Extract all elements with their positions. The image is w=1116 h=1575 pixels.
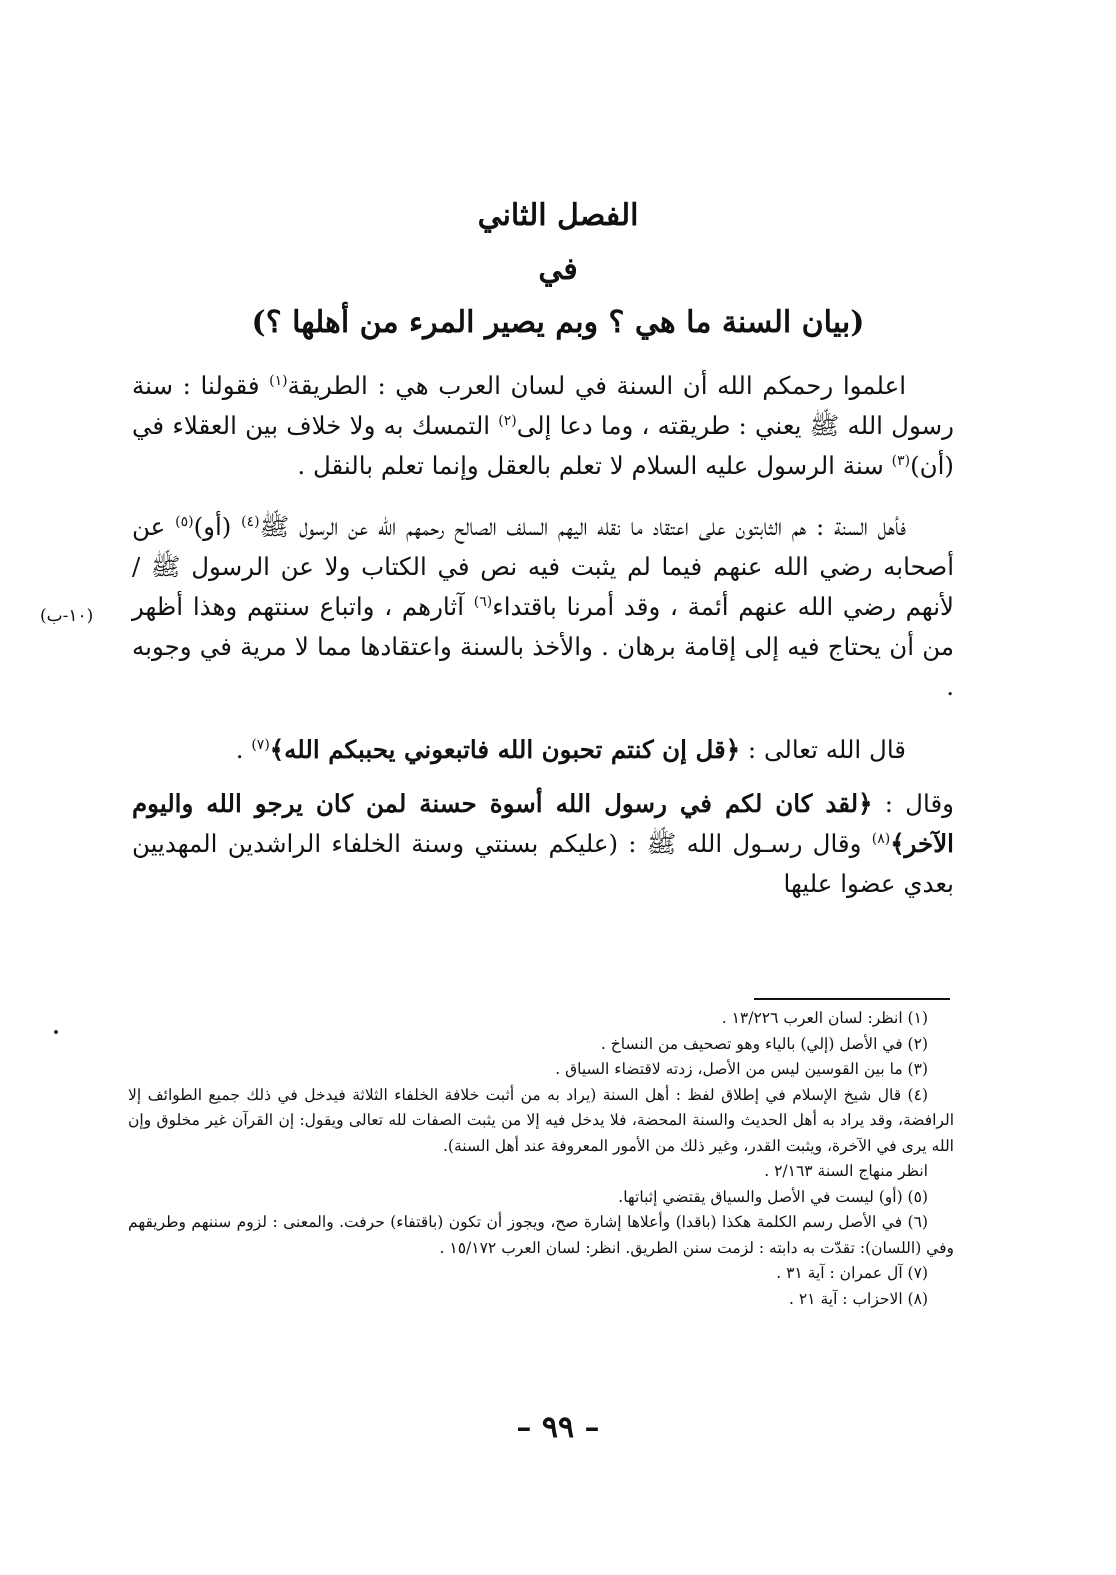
paragraph-text: (أو): [193, 512, 242, 541]
paragraph-text: اعلموا رحمكم الله أن السنة في لسان العرب هي : الطريقة: [287, 371, 906, 400]
scan-speck: [54, 1030, 58, 1034]
footnote-ref: (٨): [871, 830, 891, 847]
footnote-ref: (٤): [241, 513, 260, 530]
chapter-title-connector: في: [538, 252, 578, 287]
paragraph-text: .: [235, 735, 252, 764]
footnote-8: (٨) الاحزاب : آية ٢١ .: [789, 1289, 928, 1308]
chapter-subtitle: (بيان السنة ما هي ؟ وبم يصير المرء من أهلها ؟): [251, 305, 865, 340]
paragraph-text: فقولنا : سنة رسول الله ﷺ يعني : طريقته ، وما دعا إلى: [132, 371, 955, 440]
footnote-4-reference: انظر منهاج السنة ٢/١٦٣ .: [764, 1162, 928, 1180]
footnote-2: (٢) في الأصل (إلي) بالياء وهو تصحيف من النساخ .: [600, 1034, 928, 1053]
paragraph-text: آثارهم ، واتباع سنتهم وهذا أظهر من أن يحتاج فيه إلى إقامة برهان . والأخذ بالسنة واعتقادها مما لا مرية في وجوبه .: [132, 592, 954, 701]
footnotes: [128, 1006, 954, 1312]
paragraph-text: وقال :: [872, 789, 954, 818]
paragraph-text: عن أصحابه رضي الله عنهم فيما لم يثبت فيه نص في الكتاب ولا عن الرسول ﷺ / لأنهم رضي الله عنهم أئمة ، وقد أمرنا باقتداء: [132, 512, 954, 621]
footnote-4: (٤) قال شيخ الإسلام في إطلاق لفظ : أهل السنة (يراد به من أثبت خلافة الخلفاء الثلاثة فيدخل في ذلك جميع الطوائف إلا الرافضة، وقد يراد به أهل الحديث والسنة المحضة، فلا يدخل فيه إلا من يثبت الصفات لله تعالى ويقول: إن القرآن غير مخلوق وإن الله يرى في الآخرة، ويثبت القدر، وغير ذلك من الأمور المعروفة عند أهل السنة).: [128, 1085, 954, 1155]
quran-quote: ﴿قل إن كنتم تحبون الله فاتبعوني يحببكم الله﴾: [269, 735, 741, 764]
paragraph-text: التمسك به ولا خلاف بين العقلاء في (أن): [132, 411, 954, 480]
footnote-ref: (٢): [498, 412, 517, 429]
footnote-7: (٧) آل عمران : آية ٣١ .: [776, 1264, 928, 1282]
chapter-title: الفصل الثاني: [477, 198, 639, 233]
paragraph-text: فأهل السنة : هم الثابتون على اعتقاد ما نقله اليهم السلف الصالح رحمهم الله عن الرسول ﷺ: [259, 512, 906, 541]
manuscript-folio-marker: (١٠-ب): [40, 606, 94, 626]
paragraph-text: سنة الرسول عليه السلام لا تعلم بالعقل وإنما تعلم بالنقل .: [297, 451, 892, 480]
footnote-3: (٣) ما بين القوسين ليس من الأصل، زدته لاقتضاء السياق .: [555, 1060, 928, 1078]
footnote-ref: (٦): [473, 593, 493, 610]
footnote-ref: (٧): [251, 736, 270, 753]
paragraph-text: قال الله تعالى :: [740, 735, 906, 764]
footnote-ref: (٣): [891, 452, 911, 469]
footnote-6: (٦) في الأصل رسم الكلمة هكذا (باقدا) وأعلاها إشارة صح، ويجوز أن تكون (باقتفاء) حرفت. والمعنى : لزوم سننهم وطريقهم وفي (اللسان): تقدّت به دابته : لزمت سنن الطريق. انظر: لسان العرب ١٥/١٧٢ .: [128, 1213, 954, 1257]
quran-quote: ﴿لقد كان لكم في رسول الله أسوة حسنة لمن كان يرجو الله واليوم الآخر﴾: [132, 789, 954, 858]
footnote-ref: (١): [269, 372, 288, 389]
paragraph-3: [132, 730, 954, 770]
paragraph-1: [132, 366, 954, 486]
footnote-5: (٥) (أو) ليست في الأصل والسياق يقتضي إثباتها.: [618, 1187, 928, 1206]
paragraph-4: [132, 784, 954, 904]
footnote-1: (١) انظر: لسان العرب ١٣/٢٢٦ .: [721, 1009, 928, 1027]
page-number: – ٩٩ –: [516, 1410, 600, 1445]
footnote-separator: [754, 998, 950, 1000]
paragraph-text: وقال رسـول الله ﷺ : (عليكم بسنتي وسنة الخلفاء الراشدين المهديين بعدي عضوا عليها: [132, 829, 954, 898]
footnote-ref: (٥): [175, 513, 194, 530]
paragraph-2: [132, 507, 954, 707]
